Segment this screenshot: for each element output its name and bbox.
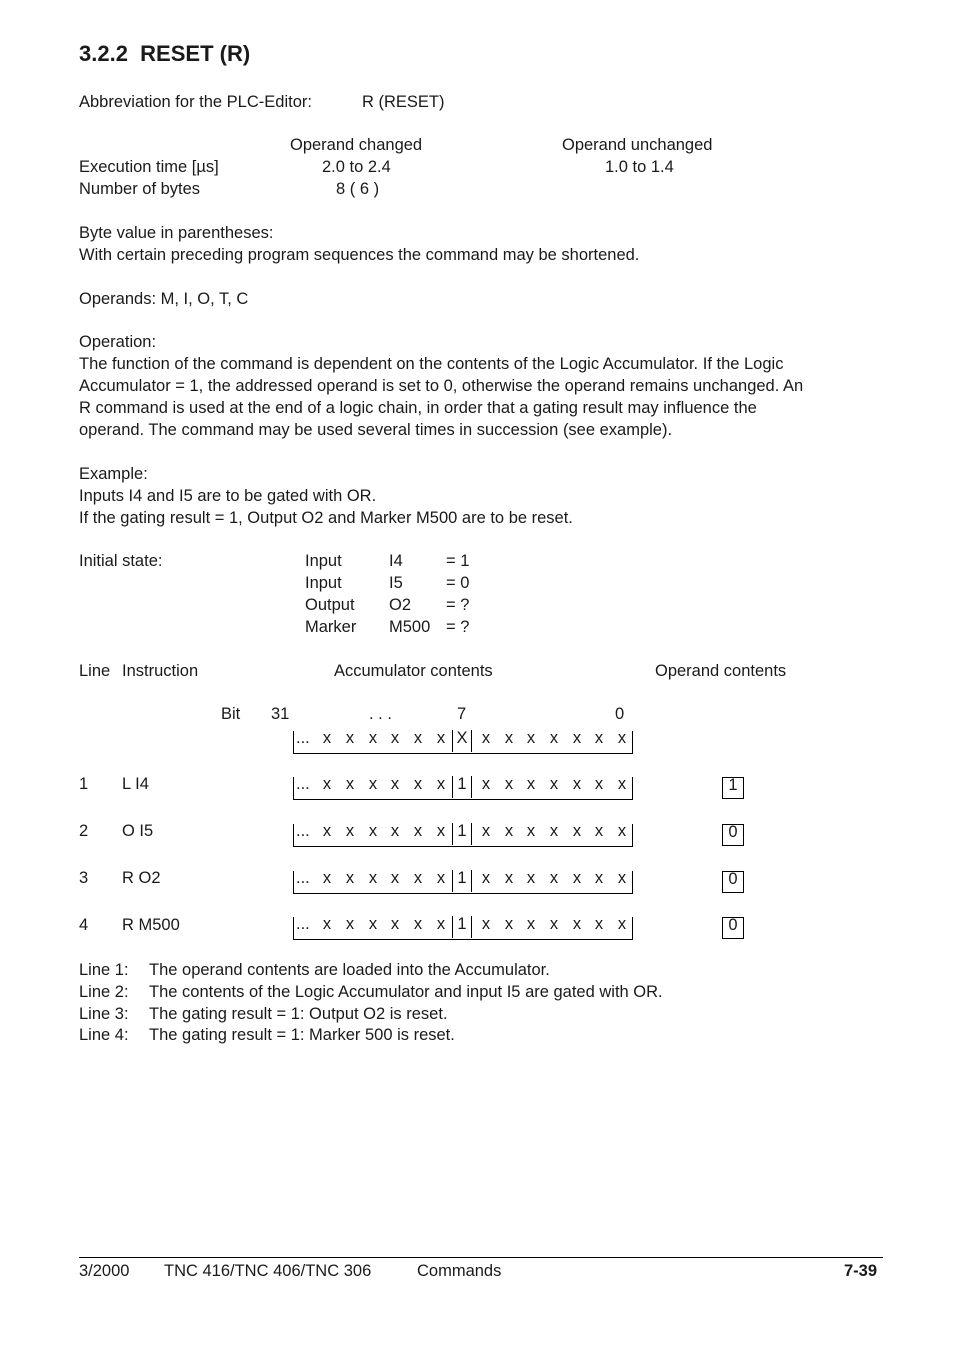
register-bit: x	[390, 869, 400, 887]
register-bit: x	[368, 869, 378, 887]
bit-7: 7	[457, 705, 467, 723]
explanation-text: The contents of the Logic Accumulator and input I5 are gated with OR.	[149, 983, 663, 1001]
register-bit: x	[390, 729, 400, 747]
state-type: Input	[305, 574, 342, 592]
register-bit: x	[504, 915, 514, 933]
register-bit: x	[481, 775, 491, 793]
accumulator-bit-cell	[452, 870, 472, 892]
state-type: Input	[305, 552, 342, 570]
operation-line: The function of the command is dependent on the contents of the Logic Accumulator. If the Logic	[79, 355, 784, 373]
col-accumulator: Accumulator contents	[334, 662, 493, 680]
operand-box	[722, 917, 744, 939]
row-instruction: L I4	[122, 775, 149, 793]
example-line: If the gating result = 1, Output O2 and Marker M500 are to be reset.	[79, 509, 573, 527]
register-bit: x	[504, 869, 514, 887]
operands-text: Operands: M, I, O, T, C	[79, 290, 249, 308]
explanation-label: Line 1:	[79, 961, 129, 979]
col-instruction: Instruction	[122, 662, 199, 680]
register-bit: x	[594, 869, 604, 887]
register-bit: x	[436, 822, 446, 840]
row-instruction: R O2	[122, 869, 161, 887]
exec-time-unchanged: 1.0 to 1.4	[605, 158, 674, 176]
register-bit: x	[345, 775, 355, 793]
row-line-number: 2	[79, 822, 89, 840]
register-bit: x	[572, 869, 582, 887]
state-value: = 0	[446, 574, 470, 592]
row-line-number: 4	[79, 916, 89, 934]
register-bit: x	[413, 915, 423, 933]
register-ellipsis: ...	[296, 869, 310, 887]
register-row	[293, 871, 633, 894]
register-bit: x	[526, 729, 536, 747]
abbrev-label: Abbreviation for the PLC-Editor:	[79, 93, 312, 111]
footer-product: TNC 416/TNC 406/TNC 306	[164, 1262, 372, 1280]
footer-page-number: 7-39	[844, 1262, 878, 1280]
example-line: Inputs I4 and I5 are to be gated with OR.	[79, 487, 377, 505]
col-operand-unchanged: Operand unchanged	[562, 136, 713, 154]
explanation-text: The gating result = 1: Marker 500 is reset.	[149, 1026, 455, 1044]
register-bit: x	[368, 915, 378, 933]
explanation-text: The operand contents are loaded into the Accumulator.	[149, 961, 550, 979]
register-bit: x	[572, 915, 582, 933]
state-operand: I4	[389, 552, 403, 570]
operand-value: 0	[728, 870, 738, 888]
register-bit: x	[436, 775, 446, 793]
register-bit: x	[504, 729, 514, 747]
register-bit: x	[481, 869, 491, 887]
accumulator-bit-value: 1	[457, 775, 467, 793]
register-bit: x	[390, 822, 400, 840]
col-operand-changed: Operand changed	[290, 136, 423, 154]
register-bit: x	[368, 775, 378, 793]
explanation-label: Line 2:	[79, 983, 129, 1001]
register-bit: x	[617, 869, 627, 887]
operation-heading: Operation:	[79, 333, 157, 351]
register-ellipsis: ...	[296, 775, 310, 793]
register-bit: x	[322, 869, 332, 887]
section-heading	[79, 41, 250, 67]
register-bit: x	[481, 915, 491, 933]
register-bit: x	[436, 869, 446, 887]
accumulator-bit-cell	[452, 916, 472, 938]
state-type: Output	[305, 596, 355, 614]
register-bit: x	[368, 822, 378, 840]
row-line-number: 1	[79, 775, 89, 793]
explanation-text: The gating result = 1: Output O2 is reset.	[149, 1005, 448, 1023]
state-operand: M500	[389, 618, 431, 636]
state-value: = ?	[446, 596, 470, 614]
state-value: = 1	[446, 552, 470, 570]
abbrev-value: R (RESET)	[362, 93, 445, 111]
register-bit: x	[526, 775, 536, 793]
register-bit: x	[436, 915, 446, 933]
register-bit: x	[345, 729, 355, 747]
register-bit: x	[504, 822, 514, 840]
operation-line: operand. The command may be used several times in succession (see example).	[79, 421, 673, 439]
register-bit: x	[572, 822, 582, 840]
register-bit: x	[436, 729, 446, 747]
exec-time-label: Execution time [µs]	[79, 158, 219, 176]
footer-chapter: Commands	[417, 1262, 502, 1280]
bytes-label: Number of bytes	[79, 180, 201, 198]
bit-dots: . . .	[369, 705, 392, 723]
register-ellipsis: ...	[296, 822, 310, 840]
byte-note-heading: Byte value in parentheses:	[79, 224, 274, 242]
row-line-number: 3	[79, 869, 89, 887]
register-bit: x	[617, 822, 627, 840]
register-bit: x	[413, 822, 423, 840]
bit-31: 31	[271, 705, 290, 723]
footer-rule	[79, 1257, 883, 1258]
register-bit: x	[481, 729, 491, 747]
register-bit: x	[526, 869, 536, 887]
register-bit: x	[594, 729, 604, 747]
bit-0: 0	[615, 705, 625, 723]
register-bit: x	[572, 729, 582, 747]
register-bit: x	[549, 869, 559, 887]
state-operand: O2	[389, 596, 412, 614]
row-instruction: O I5	[122, 822, 154, 840]
operand-value: 0	[728, 916, 738, 934]
accumulator-bit-value: 1	[457, 869, 467, 887]
register-bit: x	[413, 869, 423, 887]
register-bit: x	[322, 915, 332, 933]
bit-label: Bit	[221, 705, 241, 723]
accumulator-bit-value: 1	[457, 915, 467, 933]
register-bit: x	[594, 775, 604, 793]
register-bit: x	[345, 869, 355, 887]
bytes-changed: 8 ( 6 )	[336, 180, 380, 198]
register-bit: x	[390, 775, 400, 793]
register-bit: x	[549, 775, 559, 793]
operation-line: R command is used at the end of a logic chain, in order that a gating result may influence the	[79, 399, 757, 417]
register-bit: x	[617, 729, 627, 747]
register-bit: x	[368, 729, 378, 747]
register-bit: x	[572, 775, 582, 793]
register-bit: x	[481, 822, 491, 840]
register-bit: x	[549, 822, 559, 840]
operand-box	[722, 871, 744, 893]
register-bit: x	[617, 915, 627, 933]
register-ellipsis: ...	[296, 729, 310, 747]
register-bit: x	[345, 822, 355, 840]
exec-time-changed: 2.0 to 2.4	[322, 158, 391, 176]
explanation-label: Line 4:	[79, 1026, 129, 1044]
footer-date: 3/2000	[79, 1262, 130, 1280]
accumulator-bit-value: X	[456, 729, 468, 747]
register-bit: x	[322, 822, 332, 840]
register-bit: x	[617, 775, 627, 793]
row-instruction: R M500	[122, 916, 180, 934]
register-row	[293, 917, 633, 940]
register-bit: x	[549, 729, 559, 747]
accumulator-bit-cell	[452, 823, 472, 845]
byte-note-text: With certain preceding program sequences the command may be shortened.	[79, 246, 640, 264]
state-type: Marker	[305, 618, 357, 636]
accumulator-bit-cell	[452, 730, 472, 752]
register-bit: x	[504, 775, 514, 793]
register-bit: x	[526, 822, 536, 840]
explanation-label: Line 3:	[79, 1005, 129, 1023]
accumulator-bit-cell	[452, 776, 472, 798]
register-row	[293, 777, 633, 800]
initial-state-label: Initial state:	[79, 552, 163, 570]
operand-value: 1	[728, 776, 738, 794]
operand-value: 0	[728, 823, 738, 841]
register-bit: x	[345, 915, 355, 933]
state-value: = ?	[446, 618, 470, 636]
register-ellipsis: ...	[296, 915, 310, 933]
section-number: 3.2.2	[79, 41, 128, 66]
section-title: RESET (R)	[140, 41, 251, 66]
col-operand: Operand contents	[655, 662, 787, 680]
operand-box	[722, 824, 744, 846]
register-bit: x	[413, 729, 423, 747]
example-heading: Example:	[79, 465, 148, 483]
state-operand: I5	[389, 574, 403, 592]
register-bit: x	[322, 775, 332, 793]
register-header	[293, 731, 633, 754]
register-bit: x	[526, 915, 536, 933]
register-bit: x	[594, 822, 604, 840]
register-bit: x	[390, 915, 400, 933]
register-bit: x	[322, 729, 332, 747]
operand-box	[722, 777, 744, 799]
register-bit: x	[413, 775, 423, 793]
accumulator-bit-value: 1	[457, 822, 467, 840]
register-bit: x	[594, 915, 604, 933]
operation-line: Accumulator = 1, the addressed operand is set to 0, otherwise the operand remains unchanged. An	[79, 377, 804, 395]
col-line: Line	[79, 662, 111, 680]
register-row	[293, 824, 633, 847]
register-bit: x	[549, 915, 559, 933]
